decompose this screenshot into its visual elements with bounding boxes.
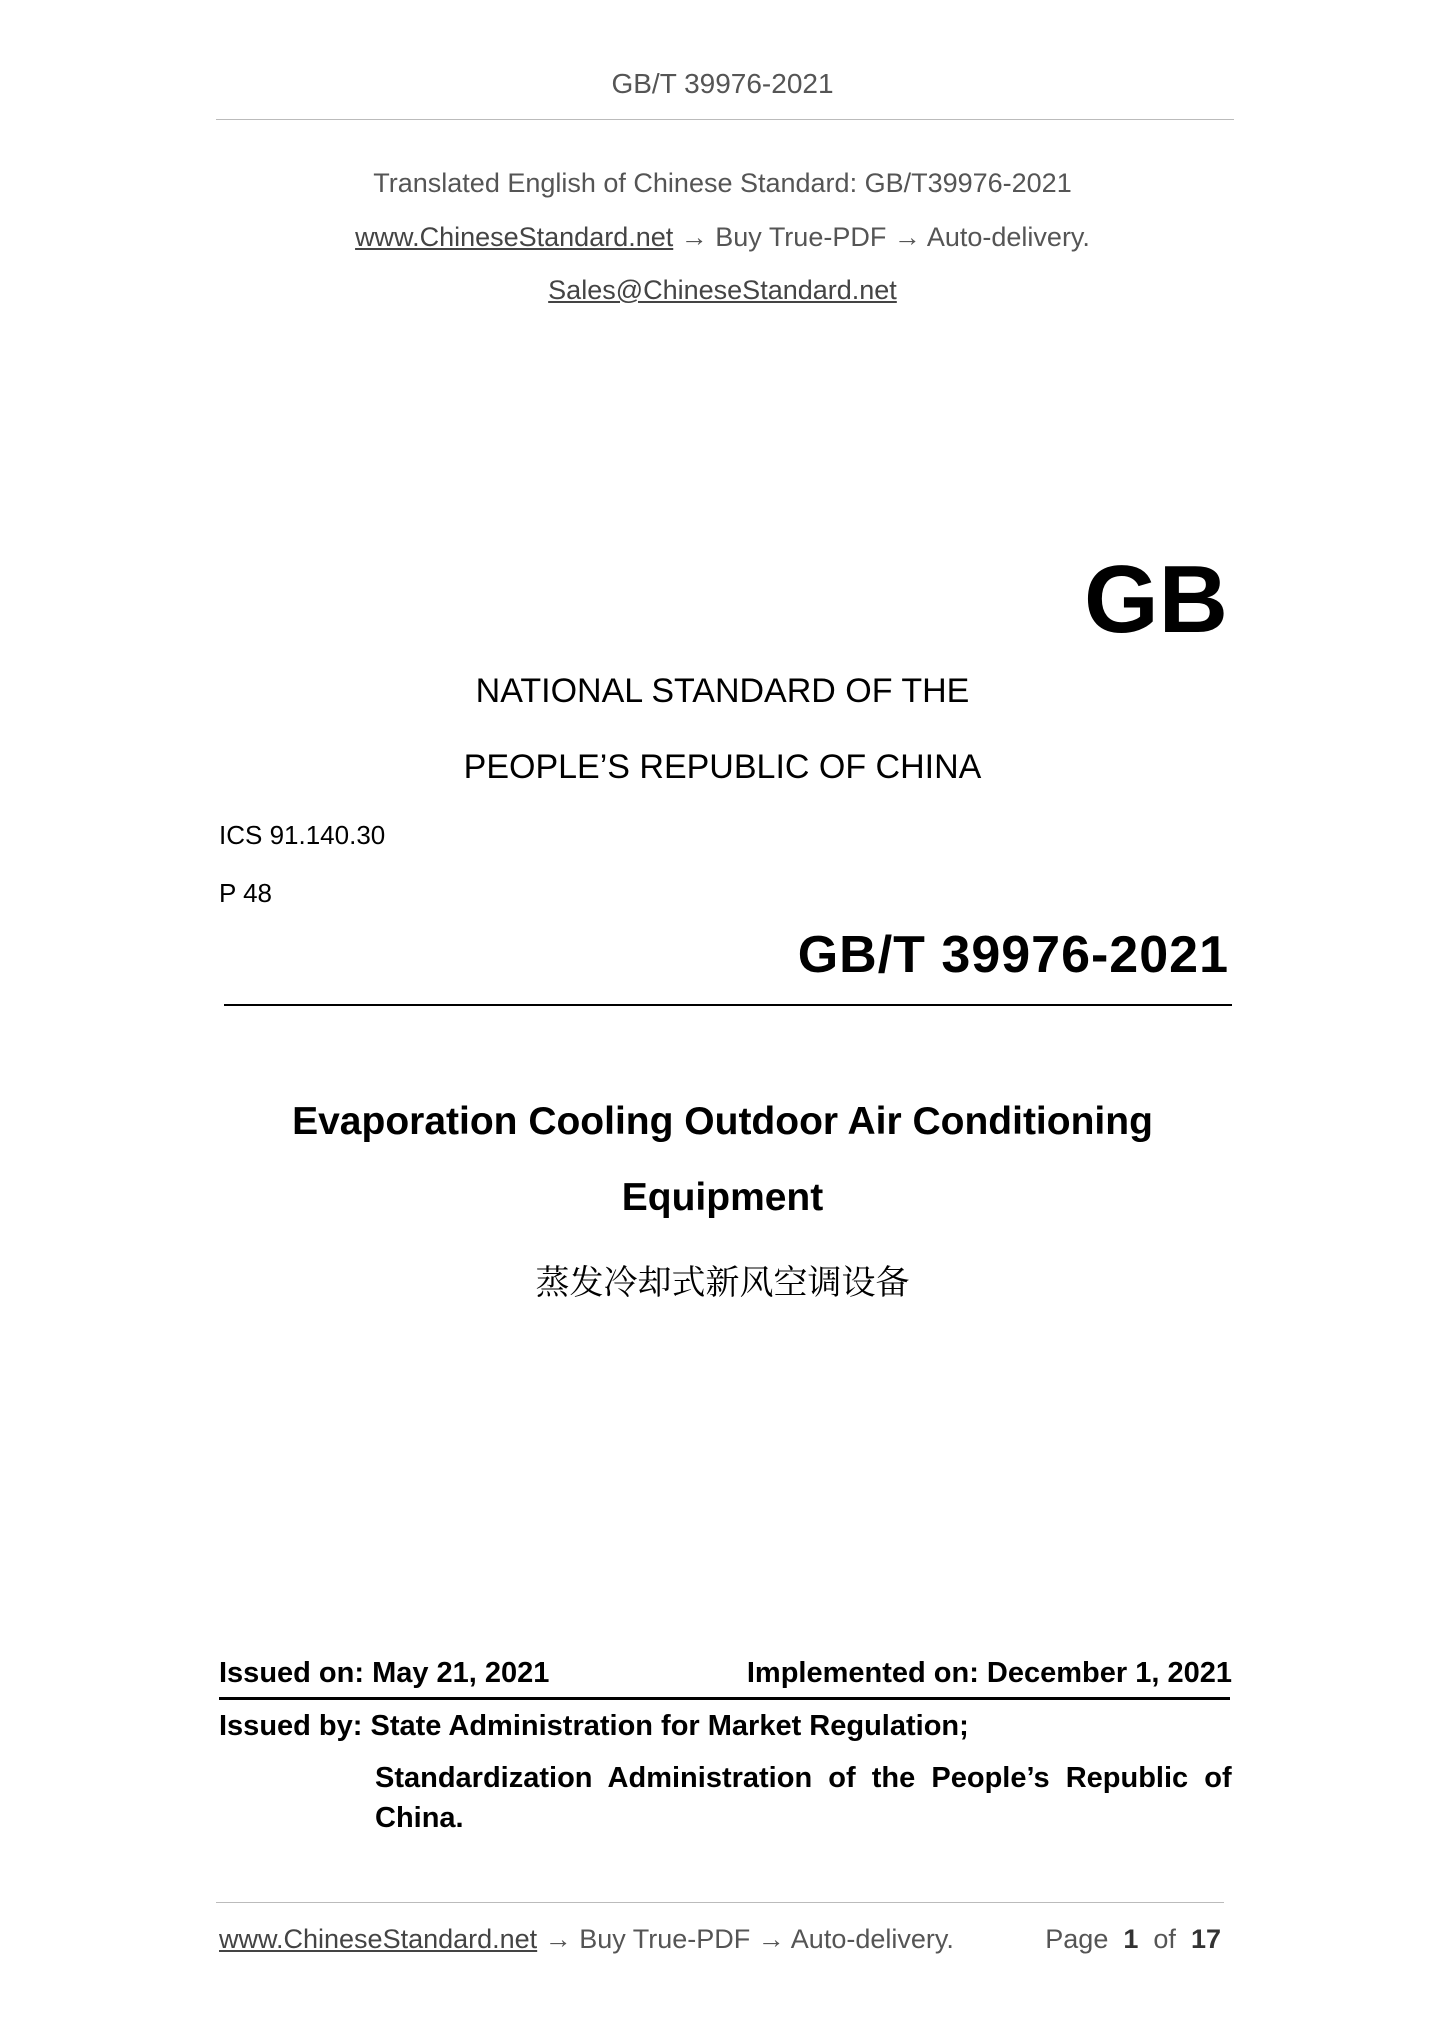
ics-code: ICS 91.140.30 bbox=[219, 820, 386, 850]
page-label: Page bbox=[1045, 1924, 1109, 1954]
purchase-line bbox=[0, 222, 1445, 253]
arrow-icon: → bbox=[680, 222, 708, 252]
of-label: of bbox=[1153, 1924, 1176, 1954]
standard-number: GB/T 39976-2021 bbox=[797, 926, 1229, 984]
page-number: 1 bbox=[1123, 1924, 1139, 1954]
email-line bbox=[0, 275, 1445, 306]
issued-by-cont2: China. bbox=[375, 1802, 464, 1834]
issued-by: Issued by: State Administration for Market Regulation; bbox=[219, 1710, 969, 1742]
arrow-icon: → bbox=[757, 1924, 785, 1954]
page-indicator bbox=[1045, 1924, 1221, 1955]
issued-on: Issued on: May 21, 2021 bbox=[219, 1657, 550, 1689]
title-line1: Evaporation Cooling Outdoor Air Conditioning bbox=[292, 1100, 1153, 1143]
footer-site-link[interactable]: www.ChineseStandard.net bbox=[219, 1924, 538, 1954]
page-total: 17 bbox=[1190, 1924, 1221, 1954]
gb-mark: GB bbox=[1084, 546, 1228, 653]
standard-number-rule bbox=[224, 1004, 1232, 1006]
site-link[interactable]: www.ChineseStandard.net bbox=[355, 222, 674, 252]
buy-true-pdf-text: Buy True-PDF bbox=[715, 222, 887, 252]
sales-email-link[interactable]: Sales@ChineseStandard.net bbox=[548, 275, 897, 305]
arrow-icon: → bbox=[544, 1924, 572, 1954]
title-chinese: 蒸发冷却式新风空调设备 bbox=[535, 1264, 910, 1302]
footer-auto-text: Auto-delivery. bbox=[790, 1924, 954, 1954]
translation-note: Translated English of Chinese Standard: GB/T39976-2021 bbox=[373, 168, 1072, 198]
auto-delivery-text: Auto-delivery. bbox=[926, 222, 1090, 252]
footer-buy-text: Buy True-PDF bbox=[579, 1924, 751, 1954]
footer-divider bbox=[216, 1902, 1224, 1903]
arrow-icon: → bbox=[893, 222, 921, 252]
running-header: GB/T 39976-2021 bbox=[611, 68, 834, 99]
issue-rule bbox=[219, 1697, 1230, 1700]
national-standard-line1: NATIONAL STANDARD OF THE bbox=[475, 672, 970, 710]
classification-code: P 48 bbox=[219, 878, 273, 908]
title-line2: Equipment bbox=[621, 1176, 824, 1219]
footer-purchase-line bbox=[219, 1924, 954, 1955]
implemented-on: Implemented on: December 1, 2021 bbox=[746, 1657, 1232, 1689]
issued-by-cont: Standardization Administration of the People’s Republic of bbox=[375, 1762, 1232, 1794]
national-standard-line2: PEOPLE’S REPUBLIC OF CHINA bbox=[463, 748, 982, 786]
header-divider bbox=[216, 119, 1234, 120]
